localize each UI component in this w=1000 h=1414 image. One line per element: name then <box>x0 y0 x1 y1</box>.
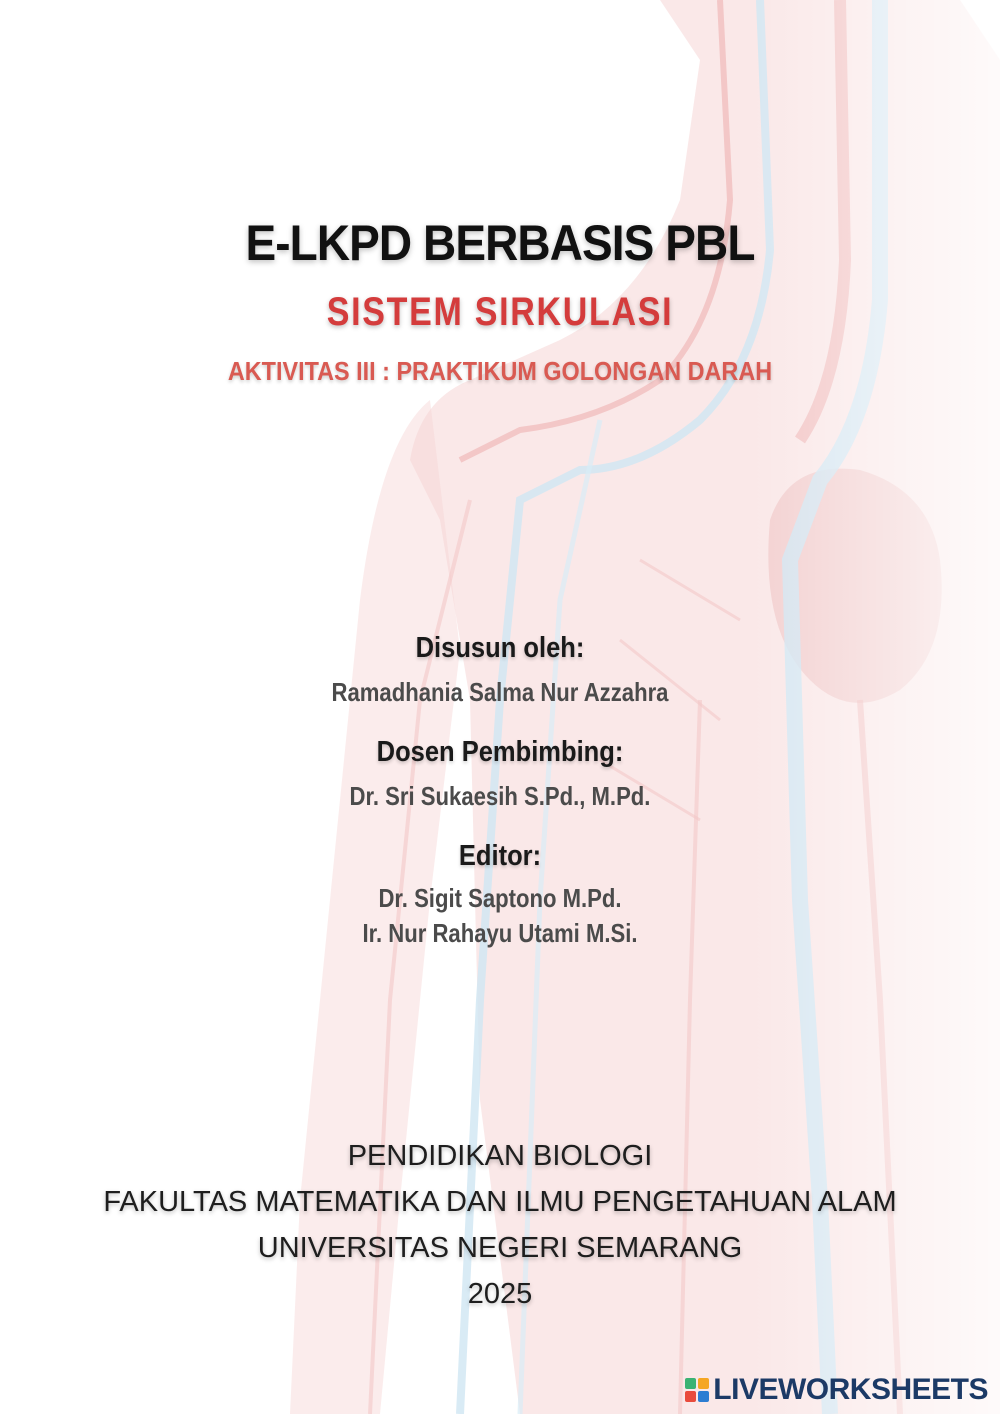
advisor-label: Dosen Pembimbing: <box>376 736 624 768</box>
advisor-name: Dr. Sri Sukaesih S.Pd., M.Pd. <box>349 781 651 811</box>
author-name: Ramadhania Salma Nur Azzahra <box>331 677 669 707</box>
institution-program: PENDIDIKAN BIOLOGI <box>347 1140 653 1172</box>
author-label: Disusun oleh: <box>415 632 585 664</box>
editor-name: Ir. Nur Rahayu Utami M.Si. <box>362 918 638 948</box>
document-title: E-LKPD BERBASIS PBL <box>245 215 755 271</box>
editor-name: Dr. Sigit Saptono M.Pd. <box>378 883 622 913</box>
liveworksheets-logo-icon <box>685 1378 709 1402</box>
document-subtitle: SISTEM SIRKULASI <box>326 290 674 334</box>
editor-label: Editor: <box>458 840 542 872</box>
activity-heading: AKTIVITAS III : PRAKTIKUM GOLONGAN DARAH <box>227 356 773 386</box>
institution-year: 2025 <box>467 1278 533 1310</box>
liveworksheets-text: LIVEWORKSHEETS <box>713 1373 988 1406</box>
liveworksheets-watermark[interactable] <box>685 1372 988 1408</box>
institution-faculty: FAKULTAS MATEMATIKA DAN ILMU PENGETAHUAN ALAM <box>103 1186 897 1218</box>
institution-university: UNIVERSITAS NEGERI SEMARANG <box>257 1232 743 1264</box>
